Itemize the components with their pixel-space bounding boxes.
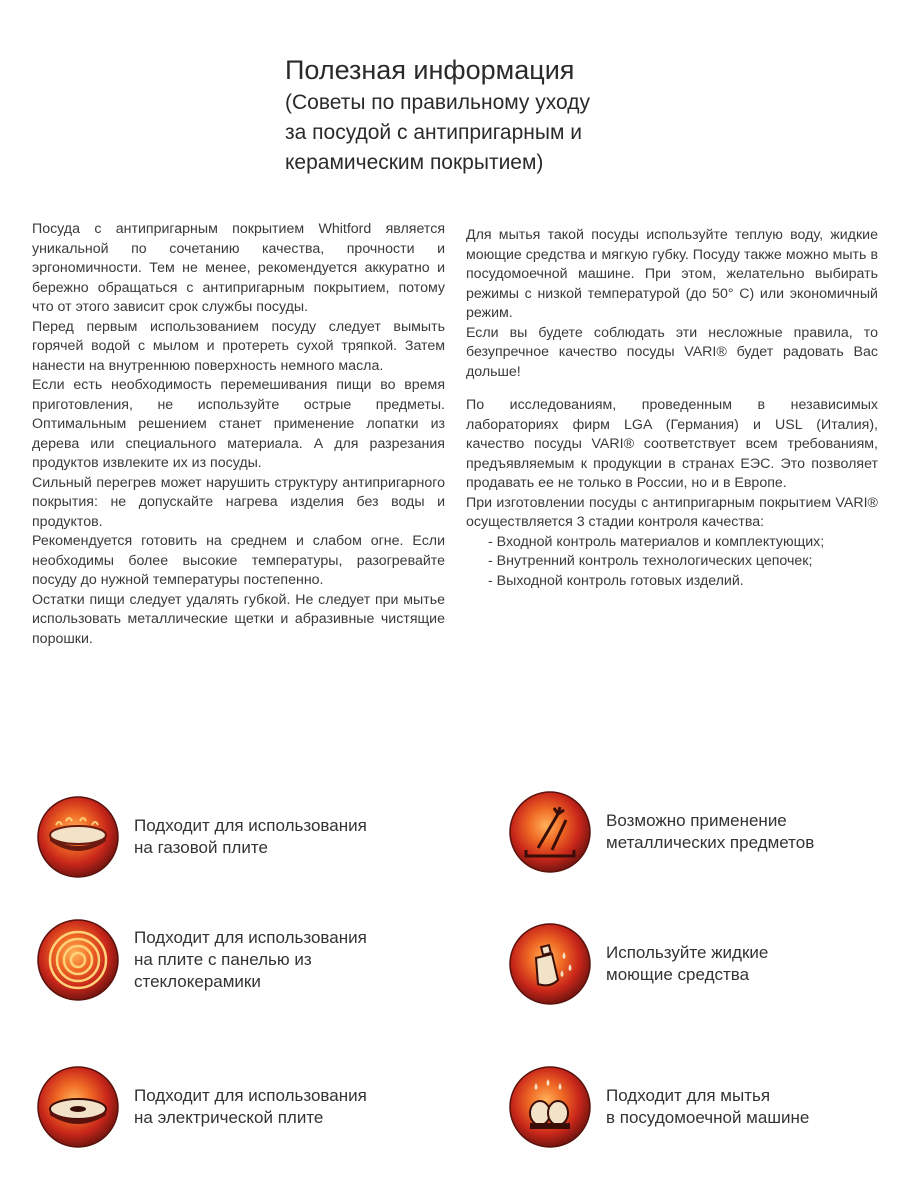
feature-label-line: моющие средства — [606, 965, 750, 984]
feature-label-line: в посудомоечной машине — [606, 1108, 810, 1127]
feature-label-line: на плите с панелью из — [134, 950, 312, 969]
feature-label-line: на электрической плите — [134, 1108, 324, 1127]
right-text-column — [466, 226, 878, 591]
feature-liquid-detergent — [508, 922, 866, 1006]
paragraph: По исследованиям, проведенным в независимых лабораториях фирм LGA (Германия) и USL (Италия), качество посуды VARI® соответствует всем требованиям, предъявляемым к продукции в странах ЕЭС. Это позволяет продавать ее не только в России, но и в Европе. — [466, 397, 878, 491]
paragraph: Рекомендуется готовить на среднем и слабом огне. Если необходимы более высокие температуры, разогревайте посуду до нужной температуры постепенно. — [32, 533, 445, 588]
feature-label-line: на газовой плите — [134, 838, 268, 857]
paragraph: Если вы будете соблюдать эти несложные правила, то безупречное качество посуды VARI® будет радовать Вас дольше! — [466, 324, 878, 380]
metal-utensils-icon — [508, 790, 592, 874]
paragraph: Для мытья такой посуды используйте теплую воду, жидкие моющие средства и мягкую губку. Посуду также можно мыть в посудомоечной машине. При этом, желательно выбирать режимы с низкой температурой (до 50° С) или экономичный режим. — [466, 227, 878, 321]
liquid-detergent-icon — [508, 922, 592, 1006]
glass-ceramic-hob-icon — [36, 918, 120, 1002]
feature-label-line: Подходит для использования — [134, 928, 367, 947]
feature-label-line: металлических предметов — [606, 833, 815, 852]
feature-label-line: Подходит для использования — [134, 816, 367, 835]
paragraph: Перед первым использованием посуду следует вымыть горячей водой с мылом и протереть сухой тряпкой. Затем нанести на внутреннюю поверхность немного масла. — [32, 318, 445, 374]
paragraph: Остатки пищи следует удалять губкой. Не следует при мытье использовать металлические щетки и абразивные чистящие порошки. — [32, 591, 445, 647]
feature-label-line: Подходит для использования — [134, 1086, 367, 1105]
list-item: - Выходной контроль готовых изделий. — [488, 572, 744, 589]
feature-metal-utensils — [508, 790, 866, 874]
feature-label-line: Возможно применение — [606, 811, 787, 830]
paragraph: Сильный перегрев может нарушить структуру антипригарного покрытия: не допускайте нагрева изделия без воды и продуктов. — [32, 474, 445, 530]
feature-label-line: стеклокерамики — [134, 972, 261, 991]
list-item: - Входной контроль материалов и комплектующих; — [488, 533, 825, 550]
paragraph: При изготовлении посуды с антипригарным покрытием VARI® осуществляется 3 стадии контроля качества: — [466, 494, 878, 530]
quality-control-list — [466, 533, 878, 592]
dishwasher-icon — [508, 1065, 592, 1149]
page-subtitle-line-2: за посудой с антипригарным и — [285, 121, 582, 144]
list-item: - Внутренний контроль технологических цепочек; — [488, 553, 813, 569]
electric-stove-icon — [36, 1065, 120, 1149]
feature-electric-stove — [36, 1065, 394, 1149]
left-text-column — [32, 220, 445, 649]
page-title: Полезная информация — [285, 55, 575, 85]
feature-dishwasher — [508, 1065, 866, 1149]
paragraph: Если есть необходимость перемешивания пищи во время приготовления, не используйте острые предметы. Оптимальным решением станет применение лопатки из дерева или специального материала. А для разрезания продуктов извлеките их из посуды. — [32, 377, 445, 471]
gas-stove-icon — [36, 795, 120, 879]
page-subtitle-line-1: (Советы по правильному уходу — [285, 91, 591, 114]
page-header — [285, 52, 705, 178]
feature-label-line: Подходит для мытья — [606, 1086, 771, 1105]
feature-gas-stove — [36, 795, 394, 879]
paragraph: Посуда с антипригарным покрытием Whitford является уникальной по сочетанию качества, прочности и эргономичности. Тем не менее, рекомендуется аккуратно и бережно обращаться с антипригарным покрытием, потому что от этого зависит срок службы посуды. — [32, 221, 445, 315]
feature-label-line: Используйте жидкие — [606, 943, 769, 962]
feature-glass-ceramic — [36, 918, 394, 1002]
page-subtitle-line-3: керамическим покрытием) — [285, 151, 544, 174]
